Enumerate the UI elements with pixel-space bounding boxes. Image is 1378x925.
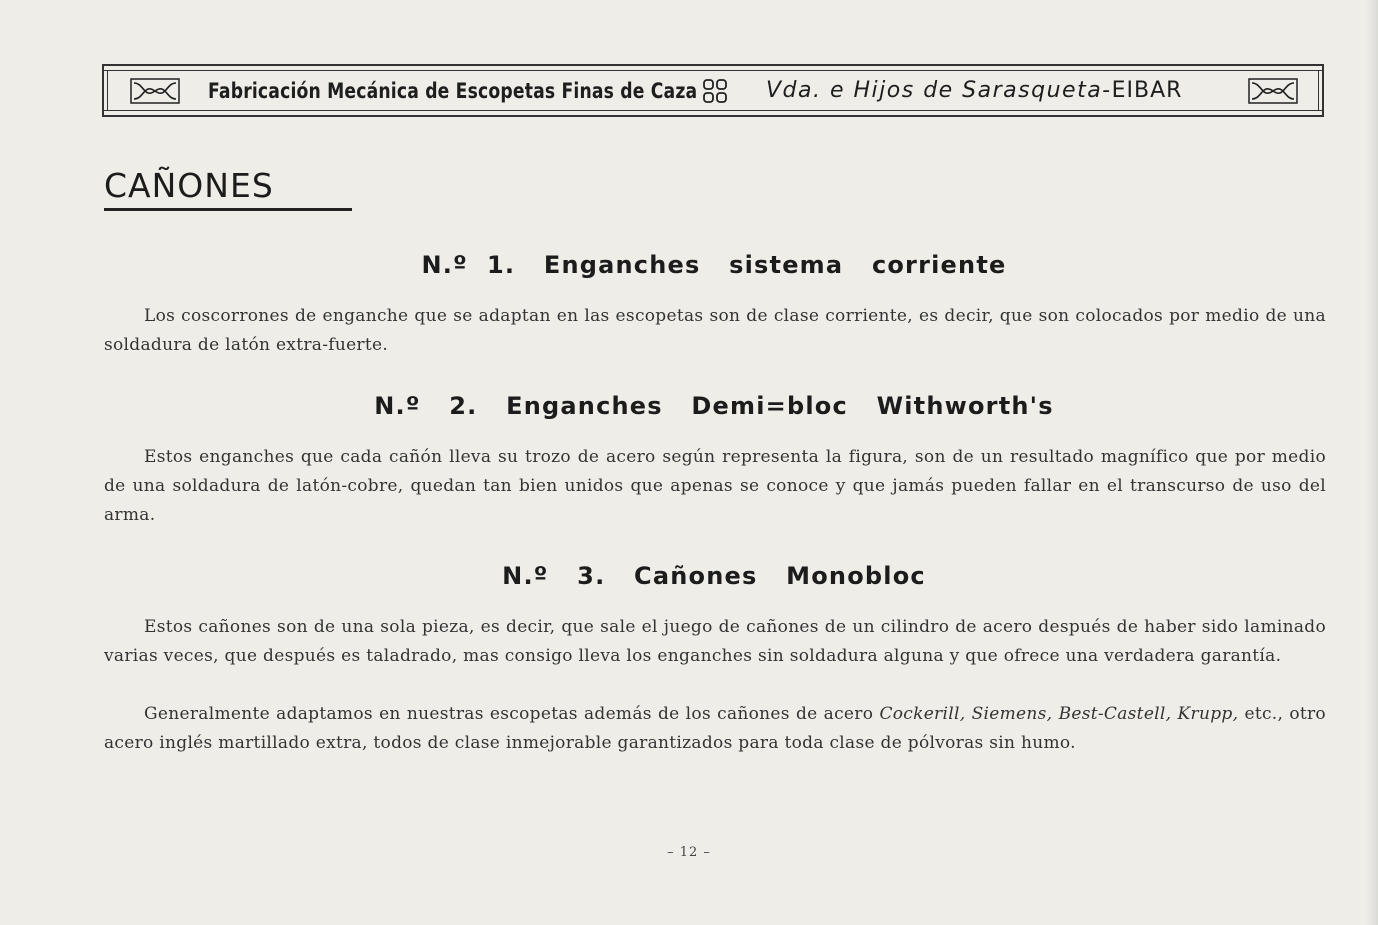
page-title: CAÑONES: [104, 166, 274, 205]
header-banner: [102, 64, 1324, 120]
ornament-center-icon: [702, 78, 728, 104]
brand-krupp: Krupp,: [1177, 704, 1239, 724]
page-edge-shadow: [1366, 0, 1378, 925]
brand-siemens: Siemens,: [971, 704, 1053, 724]
section-heading-2: N.º 2. Enganches Demi=bloc Withworth's: [374, 392, 1054, 420]
section-3-paragraph-brands: Generalmente adaptamos en nuestras escopetas además de los cañones de acero Cockerill, Siemens, Best-Castell, Krupp, etc., otro acero inglés martillado extra, todos de clase inmejorable garantizados para toda clase de pólvoras sin humo.: [104, 704, 1326, 753]
ornament-left-icon: [130, 78, 180, 104]
title-underline: [104, 208, 352, 211]
section-3-paragraph: Estos cañones son de una sola pieza, es decir, que sale el juego de cañones de un cilindro de acero después de haber sido laminado varias veces, que después es taladrado, mas consigo lleva los enganches sin soldadura alguna y que ofrece una verdadera garantía.: [104, 617, 1326, 666]
brand-cockerill: Cockerill,: [879, 704, 966, 724]
header-company-name: Fabricación Mecánica de Escopetas Finas de Caza: [208, 79, 698, 103]
brand-best-castell: Best-Castell,: [1058, 704, 1172, 724]
section-heading-3: N.º 3. Cañones Monobloc: [502, 562, 926, 590]
page-number: – 12 –: [667, 845, 711, 860]
ornament-right-icon: [1248, 78, 1298, 104]
section-2-paragraph: Estos enganches que cada cañón lleva su trozo de acero según representa la figura, son de un resultado magnífico que por medio de una soldadura de latón-cobre, quedan tan bien unidos que apenas se conoce y que jamás pueden fallar en el transcurso de uso del arma.: [104, 447, 1326, 525]
header-owner-name: Vda. e Hijos de Sarasqueta-EIBAR: [766, 78, 1183, 103]
section-1-paragraph: Los coscorrones de enganche que se adaptan en las escopetas son de clase corriente, es decir, que son colocados por medio de una soldadura de latón extra-fuerte.: [104, 306, 1326, 355]
section-heading-1: N.º 1. Enganches sistema corriente: [421, 251, 1007, 279]
